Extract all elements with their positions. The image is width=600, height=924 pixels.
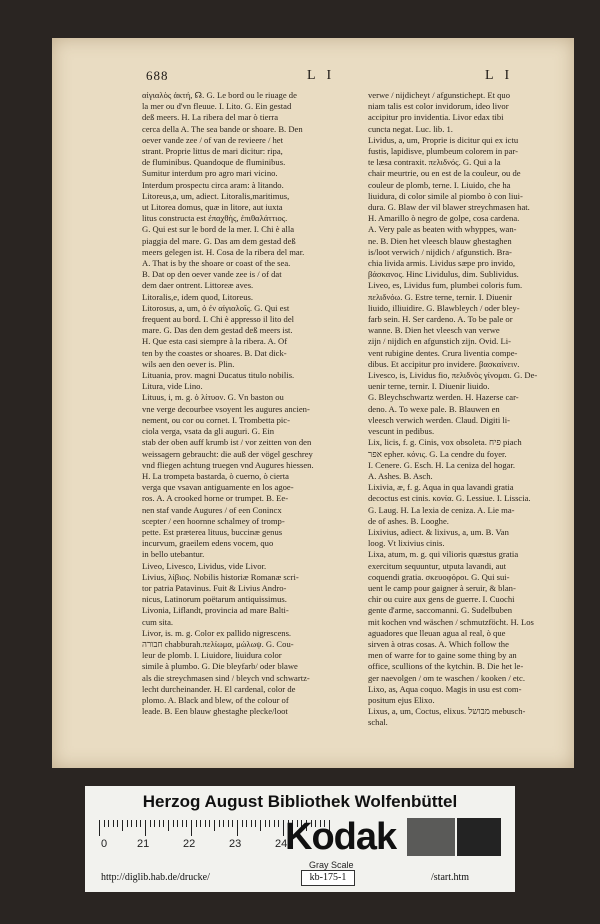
text-line: I. Cenere. G. Esch. H. La ceniza del hogar. [368,459,515,470]
text-line: nen staf vande Augures / of een Conincx [142,504,282,515]
ruler-tick [214,820,215,831]
text-line: cuncta negat. Luc. lib. 1. [368,123,453,134]
text-line: mare. G. Das den dem gestad deß meers ist. [142,325,293,336]
text-line: farb sein. H. Ser cardeno. A. To be pale or [368,314,513,325]
ruler-tick [108,820,109,827]
ruler-tick [242,820,243,827]
ruler-tick [154,820,155,827]
text-line: couleur de plomb, terne. I. Liuido, che ha [368,179,511,190]
text-line: zijn / nijdich en afgunstich zijn. Ovid. Li- [368,336,511,347]
text-line: accipitur pro invidentia. Livor edax tibi [368,112,504,123]
text-line: wanne. B. Dien het vleesch van verwe [368,325,500,336]
text-line: decoctus est cinis. κονία. G. Lessiue. I. Lisscia. [368,493,531,504]
text-line: verwe / nijdicheyt / afgunstichept. Et quo [368,90,510,100]
text-line: ros. A. A crooked horne or trumpet. B. Ee- [142,493,289,504]
text-line: H. Amarillo ò negro de golpe, cosa cardena. [368,213,520,224]
ruler-tick [274,820,275,827]
text-line: is/loot verwich / nijdich / afgunstich. Bra- [368,246,512,257]
gray-swatch-mid [407,818,455,856]
text-line: חבורה chabburah.πελίωμα, μώλωψ. G. Cou- [142,638,294,649]
text-line: plomo. A. Black and blew, of the colour of [142,694,289,705]
gray-scale-label: Gray Scale [309,860,354,870]
text-line: de of ashes. B. Looghe. [368,515,449,526]
ruler-tick [177,820,178,827]
text-line: niam talis est color invidorum, ideo livor [368,101,509,112]
ruler-tick [269,820,270,827]
text-line: cerca della A. The sea bande or shoare. B. Den [142,123,303,134]
text-line: la mer ou d'vn fleuue. I. Lito. G. Ein gestad [142,101,292,112]
text-line: mit kochen vnd wäschen / schmutzföcht. H. Los [368,616,534,627]
ruler-tick [232,820,233,827]
gray-swatch-dark [457,818,501,856]
text-line: exercitum sequuntur, utputa lavandi, aut [368,560,507,571]
text-line: H. Que esta casi siempre à la ribera. A. Of [142,336,288,347]
ruler-tick [200,820,201,827]
ruler-tick [127,820,128,827]
ruler-tick [163,820,164,827]
text-line: incurvum, graeilem edens vocem, quo [142,538,274,549]
left-column [142,90,354,717]
ruler-tick [182,820,183,827]
text-line: scepter / een hoornne schalmey of tromp- [142,515,285,526]
ruler-tick [191,820,192,836]
text-line: cum sita. [142,616,174,627]
ruler-tick [205,820,206,827]
ruler-tick [283,820,284,836]
ruler-tick [265,820,266,827]
ruler-tick [246,820,247,827]
ruler-tick [99,820,100,836]
right-column [368,90,580,729]
ruler-number: 0 [101,838,108,850]
ruler-tick [113,820,114,827]
text-line: vescunt in pedibus. [368,426,435,437]
text-line: ten by the coastes or shoares. B. Dat dick- [142,347,287,358]
text-line: A. That is by the shoare or coast of the sea. [142,258,291,269]
text-line: liuidura, di color simile al piombo ò con liui- [368,190,523,201]
text-line: H. La trompeta bastarda, ò cuerno, ò cierta [142,470,289,481]
text-line: αἰγιαλὸς ἀκτή, ☊. G. Le bord ou le riuage de [142,90,297,100]
text-line: Interdum prospectu circa aram: à litando. [142,179,284,190]
text-line: Livius, λίβιος. Nobilis historiæ Romanæ scri- [142,571,299,582]
text-line: chia livida armis. Lividus sæpe pro invido, [368,258,516,269]
ruler-tick [173,820,174,827]
running-head-left: L I [307,68,336,83]
text-line: office, scullions of the kytchin. B. Die het le- [368,661,524,672]
text-line: Lixivius, adiect. & lixivus, a, um. B. Van [368,526,509,537]
ruler-tick [117,820,118,827]
text-line: positum ejus Elixo. [368,694,435,705]
text-line: simile à plumbo. G. Die bleyfarb/ oder blawe [142,661,298,672]
text-line: G. Qui est sur le bord de la mer. I. Chi è alla [142,224,295,235]
text-line: ger naevolgen / om te waschen / kooken / etc. [368,672,526,683]
text-line: aguadores que lleuan agua al real, ò que [368,627,506,638]
text-line: dibus. Et accipitur pro invidere. βασκαίνειν. [368,358,520,369]
text-line: Liveo, Livesco, Lividus, vide Livor. [142,560,267,571]
ruler-number: 21 [137,838,150,850]
text-line: G. Laug. H. La lexia de ceniza. A. Lie ma- [368,504,515,515]
text-line: gente d'arme, saccomanni. G. Sudelbuben [368,605,513,616]
text-line: als die streychmasen sind / bleych vnd schwartz- [142,672,310,683]
ruler-tick [223,820,224,827]
text-line: πελιδνόω. G. Estre terne, ternir. I. Diuenir [368,291,513,302]
text-line: oever vande zee / of van de revieere / het [142,134,283,145]
text-line: vnd fliegen achtung truegen vnd Augures hiessen. [142,459,314,470]
text-line: litus constructa est ἐπαχθὴς, ἐπιθαλάττιος. [142,213,288,224]
ruler-tick [186,820,187,827]
ruler-tick [209,820,210,827]
file-id-box: kb-175-1 [301,870,355,886]
text-line: sirven à otras cosas. A. Which follow the [368,638,509,649]
ruler-tick [159,820,160,827]
ruler-number: 23 [229,838,242,850]
text-line: Litura, vide Lino. [142,381,203,392]
text-line: meers gelegen ist. H. Cosa de la ribera del mar. [142,246,305,257]
text-line: Livor, is. m. g. Color ex pallido nigrescens. [142,627,292,638]
text-line: Lix, licis, f. g. Cinis, vox obsoleta. פיח piach [368,437,522,448]
text-line: B. Dat op den oever vande zee is / of dat [142,269,282,280]
ruler-tick [228,820,229,827]
ruler-tick [219,820,220,827]
text-line: Lividus, a, um, Proprie is dicitur qui ex ictu [368,134,519,145]
text-line: coquendi gratia. σκευοφόροι. G. Qui sui- [368,571,510,582]
text-line: piaggia del mare. G. Das am dem gestad deß [142,235,296,246]
text-line: vleesch verwich werden. Claud. Digiti li- [368,414,510,425]
book-page [52,38,574,768]
ruler-tick [150,820,151,827]
ruler-tick [136,820,137,827]
text-line: ne. B. Dien het vleesch blauw ghestaghen [368,235,512,246]
text-line: Litoralis,e, idem quod, Litoreus. [142,291,253,302]
ruler-tick [278,820,279,827]
text-line: Livonia, Liflandt, provincia ad mare Balti- [142,605,289,616]
text-line: uent le camp pour gaigner à seruir, & blan- [368,582,516,593]
text-line: tor patria Patavinus. Fuit & Livius Andro- [142,582,287,593]
text-line: lecht durcheinander. H. El cardenal, color de [142,683,296,694]
text-line: nement, ou cor ou cornet. I. Trombetta pic- [142,414,290,425]
text-line: Litorosus, a, um, ὁ ἐν αἰγιαλοῖς. G. Qui est [142,302,290,313]
text-line: loog. Vt lixivius cinis. [368,538,445,549]
text-line: Lixo, as, Aqua coquo. Magis in usu est com- [368,683,522,694]
ruler-tick [140,820,141,827]
text-line: stab der oben auff krumb ist / vor zeitten von den [142,437,312,448]
text-line: uenir terne, ternir. I. Diuenir liuido. [368,381,490,392]
page-number: 688 [146,68,169,83]
url-suffix: /start.htm [431,872,470,883]
text-line: Litoreus,a, um, adiect. Litoralis,maritimus, [142,190,290,201]
ruler-tick [251,820,252,827]
text-line: schal. [368,717,388,728]
text-line: βάσκανος. Hinc Lividulus, dim. Sublividus. [368,269,519,280]
ruler-number: 24 [275,838,288,850]
running-head-right: L I [485,68,514,83]
kodak-logo: Kodak [285,816,397,858]
text-line: Lixus, a, um, Coctus, elixus. מבושל mebusch- [368,706,526,717]
ruler-tick [168,820,169,831]
text-line: men of warre for to gaine some thing by an [368,650,517,661]
text-line: pette. Est præterea lituus, buccinæ genus [142,526,283,537]
text-line: verga que vsavan antiguamente en los agoe- [142,482,294,493]
ruler-tick [260,820,261,831]
text-line: vent rubigine dentes. Crura liventia compe- [368,347,518,358]
text-line: אפר epher. κόνις. G. La cendre du foyer. [368,448,507,459]
text-line: deß meers. H. La ribera del mar ò tierra [142,112,279,123]
library-title: Herzog August Bibliothek Wolfenbüttel [142,792,458,811]
text-line: Liveo, es, Lividus fum, plumbei coloris fum. [368,280,523,291]
text-line: leur de plomb. I. Liuidore, liuidura color [142,650,282,661]
text-line: in bello utebantur. [142,549,205,560]
text-line: ciola verga, vsata da gli auguri. G. Ein [142,426,275,437]
text-line: liuido, illiuidire. G. Blawbleych / oder bley- [368,302,520,313]
text-line: dem daer ontrent. Littoreæ aves. [142,280,254,291]
ruler-tick [122,820,123,831]
text-line: strant. Proprie littus de mari dicitur: ripa, [142,146,283,157]
text-line: dura. G. Blaw der vil blawer streychmasen hat. [368,202,530,213]
text-line: leade. B. Een blauw ghestaghe plecke/loot [142,706,288,717]
text-line: de fluminibus. Quandoque de fluminibus. [142,157,286,168]
text-line: Lixivia, æ, f. g. Aqua in qua lavandi gratia [368,482,514,493]
text-line: vne verge decourbee vsoyent les augures ancien- [142,403,310,414]
ruler-tick [131,820,132,827]
ruler-tick [104,820,105,827]
url-prefix: http://diglib.hab.de/drucke/ [101,872,210,883]
text-line: weissagern gebraucht: die auß der vögel geschrey [142,448,313,459]
text-line: chair meurtrie, ou en est de la couleur, ou de [368,168,521,179]
ruler-tick [145,820,146,836]
text-line: A. Very pale as beaten with whyppes, wan- [368,224,517,235]
text-line: chir ou cuire aux gens de guerre. I. Cuochi [368,594,515,605]
text-line: G. Bleychschwartz werden. H. Hazerse car- [368,392,519,403]
text-line: A. Ashes. B. Asch. [368,470,433,481]
text-line: ut Litorea domus, quæ in litore, aut iuxta [142,202,283,213]
page-header [52,68,574,86]
text-line: Lituania, prov. magni Ducatus titulo nobilis. [142,370,295,381]
text-line: te læsa contraxit. πελιδνός. G. Qui a la [368,157,501,168]
text-line: frequent au bord. I. Chi è appresso il lito del [142,314,295,325]
text-line: Lixa, atum, m. g. qui vilioris quæstus gratia [368,549,519,560]
text-line: deno. A. To wexe pale. B. Blauwen en [368,403,500,414]
text-line: fustis, lapidisve, plumbeum colorem in par- [368,146,518,157]
ruler-tick [237,820,238,836]
text-line: wils aen den oever is. Plin. [142,358,235,369]
color-target-strip [85,786,515,892]
text-line: Sumitur interdum pro agro mari vicino. [142,168,278,179]
ruler-tick [196,820,197,827]
text-line: nicus, Latinorum poëtarum antiquissimus. [142,594,287,605]
ruler-tick [255,820,256,827]
ruler-number: 22 [183,838,196,850]
text-line: Livesco, is, Lividus fio, πελιδνὸς γίνομαι. G. De- [368,370,538,381]
text-line: Lituus, i, m. g. ὁ λίτυον. G. Vn baston ou [142,392,284,403]
